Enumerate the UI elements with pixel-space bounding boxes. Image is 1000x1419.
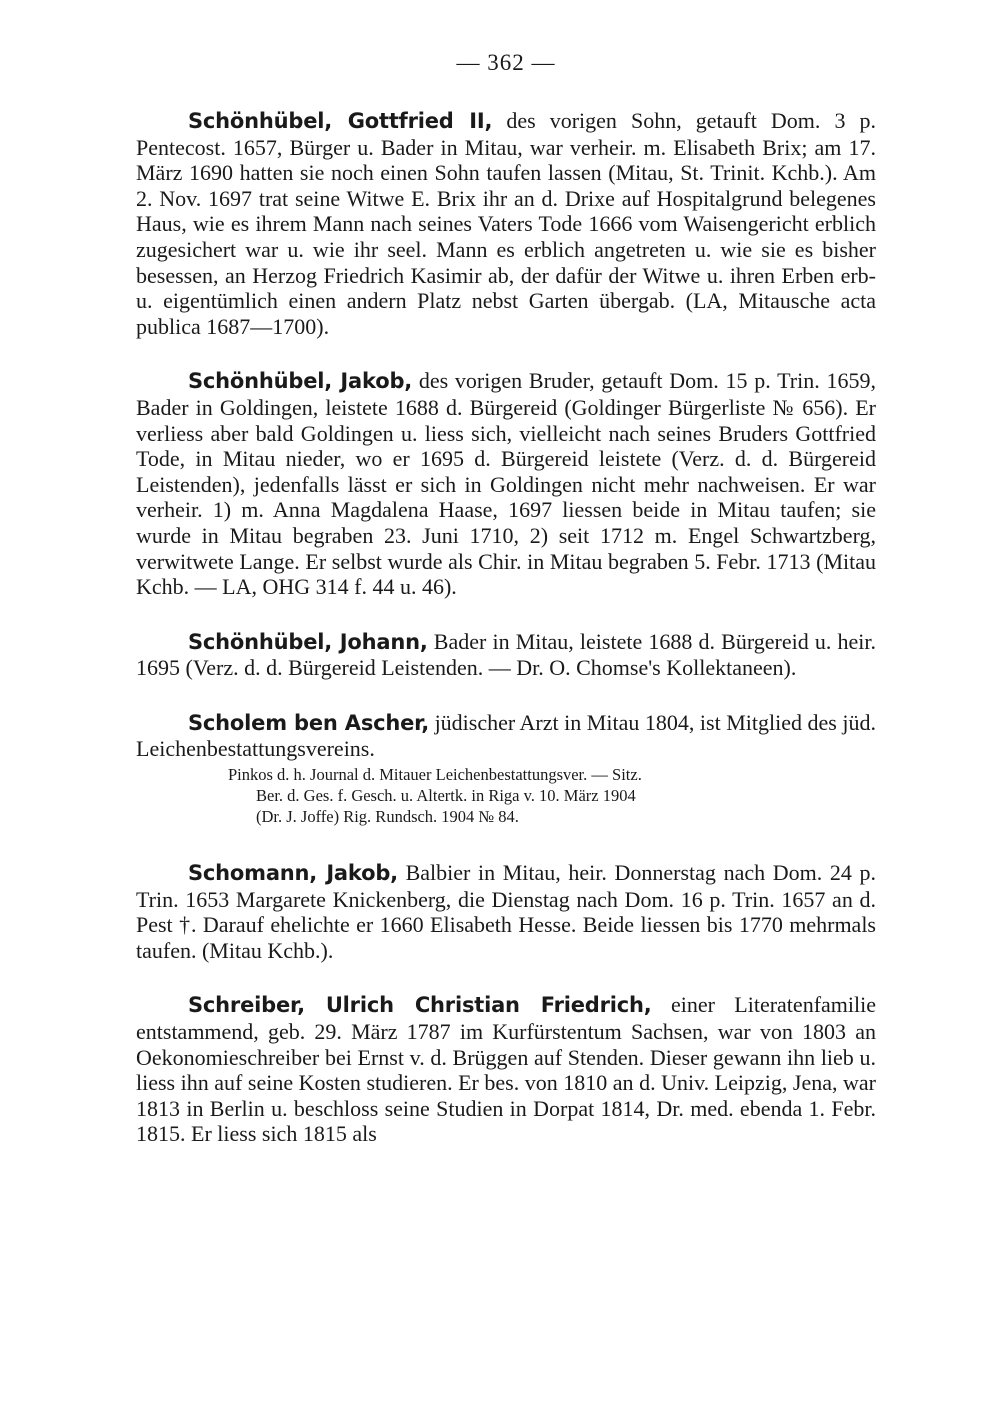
entry-text: jüdischer Arzt in Mitau 1804, ist Mitglied des jüd. Leichenbestattungsvereins. [136,709,876,762]
page-number: — 362 — [456,50,556,75]
entry-schoenhuebel-gottfried [136,108,876,339]
entry-heading: Schönhübel, Johann, [188,629,428,654]
entry-heading: Schönhübel, Jakob, [188,369,413,394]
entry-text: Bader in Mitau, leistete 1688 d. Bürgereid u. heir. 1695 (Verz. d. d. Bürgereid Leistenden. — Dr. O. Chomse's Kollektaneen). [136,628,876,681]
entry-heading: Schreiber, Ulrich Christian Friedrich, [188,993,652,1018]
source-note-line: Pinkos d. h. Journal d. Mitauer Leichenbestattungsver. — Sitz. [228,765,642,785]
entry-text: des vorigen Sohn, getauft Dom. 3 p. Pentecost. 1657, Bürger u. Bader in Mitau, war verheir. m. Elisabeth Brix; am 17. März 1690 hatten sie noch einen Sohn taufen lassen (Mitau, St. Trinit. Kchb.). Am 2. Nov. 1697 trat seine Witwe E. Brix ihr an d. Drixe auf Hospitalgrund belegenes Haus, wie es ihrem Mann nach seines Vaters Tode 1666 vom Waisengericht erblich zugesichert war u. wie ihr seel. Mann es erblich angetreten u. wie sie es bisher besessen, an Herzog Friedrich Kasimir ab, der dafür der Witwe u. ihren Erben erb- u. eigentümlich einen andern Platz nebst Garten übergab. (LA, Mitausche acta publica 1687—1700). [136,108,876,339]
entry-text: einer Literatenfamilie entstammend, geb. 29. März 1787 im Kurfürstentum Sachsen, war von 1803 an Oekonomieschreiber bei Ernst v. d. Brüggen auf Stenden. Dieser gewann ihn lieb u. liess ihn auf seine Kosten studieren. Er bes. von 1810 an d. Univ. Leipzig, Jena, war 1813 in Berlin u. beschloss seine Studien in Dorpat 1814, Dr. med. ebenda 1. Febr. 1815. Er liess sich 1815 als [136,992,876,1147]
entry-scholem-ben-ascher [136,710,876,762]
document-page [136,0,876,1419]
entry-text: Balbier in Mitau, heir. Donnerstag nach Dom. 24 p. Trin. 1653 Margarete Knickenberg, die Dienstag nach Dom. 16 p. Trin. 1657 an d. Pest †. Darauf ehelichte er 1660 Elisabeth Hesse. Beide liessen bis 1770 mehrmals taufen. (Mitau Kchb.). [136,860,876,963]
entry-schoenhuebel-johann [136,629,876,681]
source-note-line: Ber. d. Ges. f. Gesch. u. Altertk. in Riga v. 10. März 1904 [256,786,636,806]
source-note [228,764,876,827]
entry-schreiber-ulrich [136,992,876,1147]
entry-heading: Scholem ben Ascher, [188,710,430,735]
entry-heading: Schönhübel, Gottfried II, [188,109,493,133]
entry-text: des vorigen Bruder, getauft Dom. 15 p. Trin. 1659, Bader in Goldingen, leistete 1688 d. Bürgereid (Goldinger Bürgerliste № 656). Er verliess aber bald Goldingen u. liess sich, vielleicht nach seines Bruders Gottfried Tode, in Mitau nieder, wo er 1695 d. Bürgereid leistete (Verz. d. d. Bürgereid Leistenden), jedenfalls lässt er sich in Goldingen nicht mehr nachweisen. Er war verheir. 1) m. Anna Magdalena Haase, 1697 liessen beide in Mitau taufen; sie wurde in Mitau begraben 23. Juni 1710, 2) seit 1712 m. Engel Schwartzberg, verwitwete Lange. Er selbst wurde als Chir. in Mitau begraben 5. Febr. 1713 (Mitau Kchb. — LA, OHG 314 f. 44 u. 46). [136,368,876,600]
entry-schoenhuebel-jakob [136,368,876,599]
entry-schomann-jakob [136,860,876,963]
source-note-line: (Dr. J. Joffe) Rig. Rundsch. 1904 № 84. [256,807,519,827]
entry-heading: Schomann, Jakob, [188,861,398,886]
entry-list [136,108,876,1176]
